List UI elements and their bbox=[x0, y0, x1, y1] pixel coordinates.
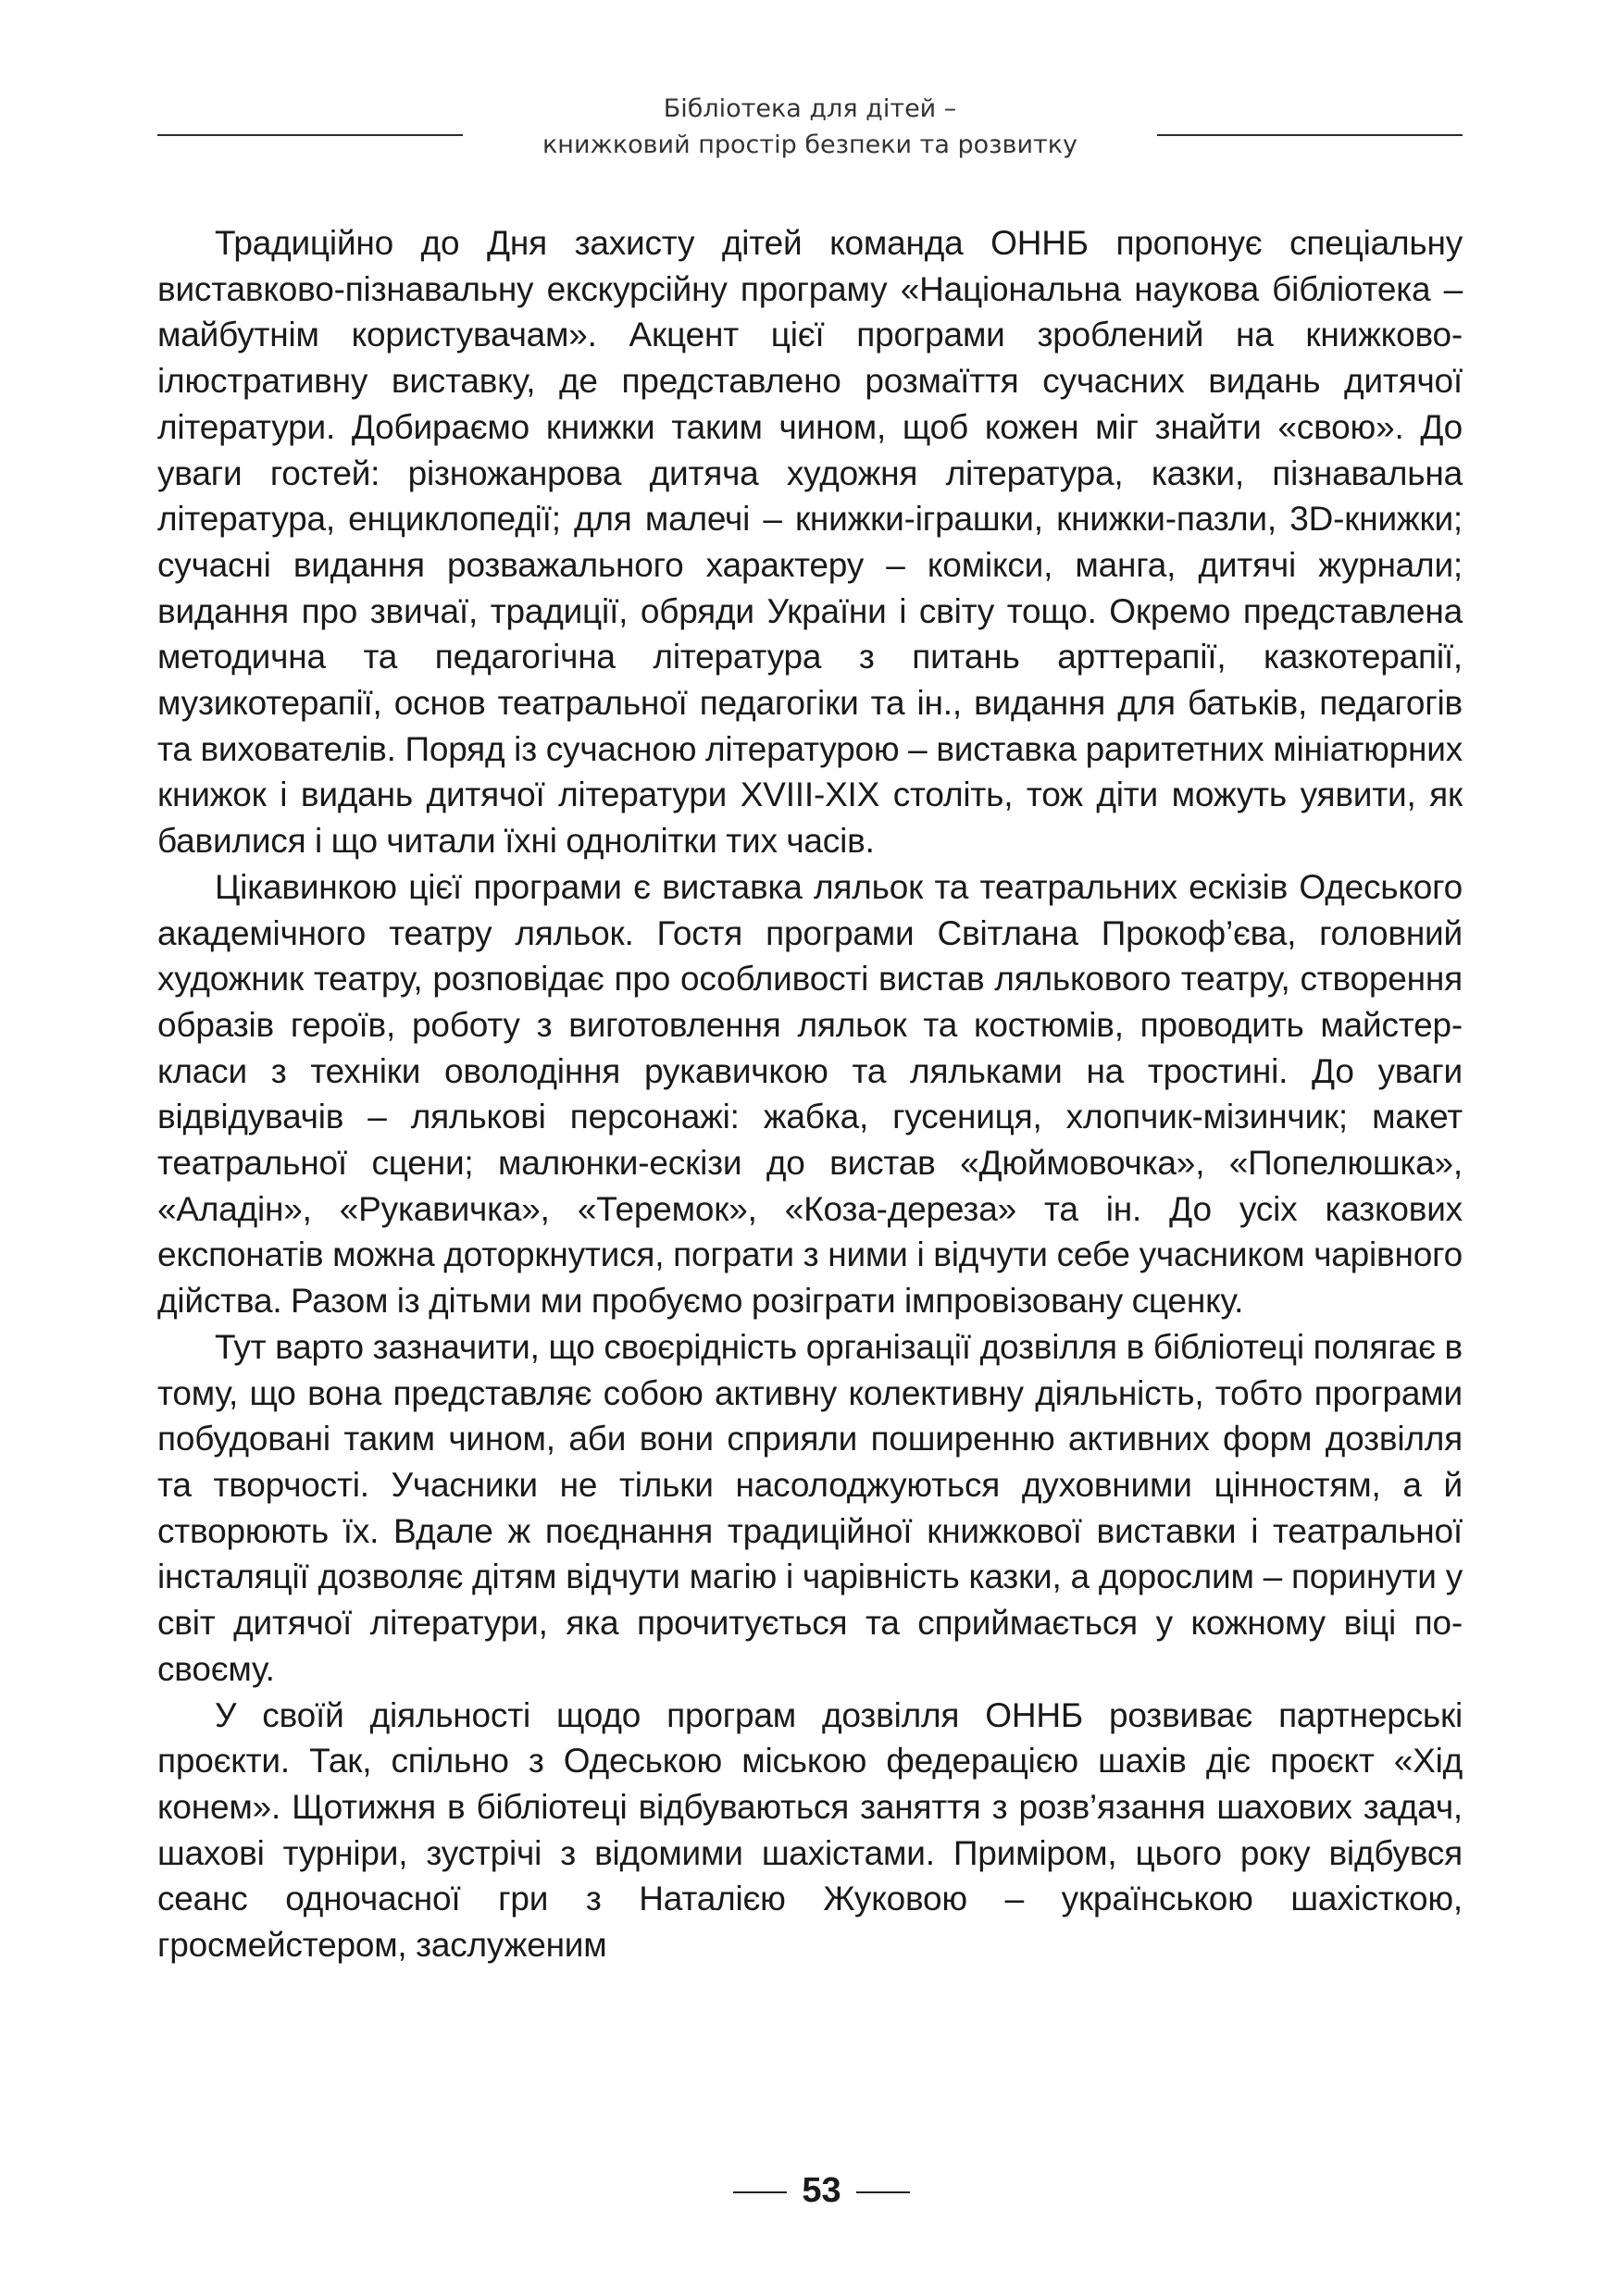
paragraph-3: Тут варто зазначити, що своєрідність організації дозвілля в бібліотеці полягає в тому, що вона представляє собою активну колективну діяльність, тобто програми побудовані таким чином, аби вони сприяли поширенню активних форм дозвілля та творчості. Учасники не тільки насолоджуються духовними цінностям, а й створюють їх. Вдале ж поєднання традиційної книжкової виставки і театральної інсталяції дозволяє дітям відчути магію і чарівність казки, а дорослим – поринути у світ дитячої літератури, яка прочитується та сприймається у кожному віці по-своєму. bbox=[157, 1327, 1463, 1688]
paragraph-2: Цікавинкою цієї програми є виставка ляльок та театральних ескізів Одеського академічного театру ляльок. Гостя програми Світлана Прокоф’єва, головний художник театру, розповідає про особливості вистав лялькового театру, створення образів героїв, роботу з виготовлення ляльок та костюмів, проводить майстер-класи з техніки оволодіння рукавичкою та ляльками на тростині. До уваги відвідувачів – лялькові персонажі: жабка, гусениця, хлопчик-мізинчик; макет театральної сцени; малюнки-ескізи до вистав «Дюймовочка», «Попелюшка», «Аладін», «Рукавичка», «Теремок», «Коза-дереза» та ін. До усіх казкових експонатів можна доторкнутися, пограти з ними і відчути себе учасником чарівного дійства. Разом із дітьми ми пробуємо розіграти імпровізовану сценку. bbox=[157, 867, 1463, 1321]
header-rule-right bbox=[1157, 134, 1463, 136]
running-title-line-1: Бібліотека для дітей – bbox=[663, 94, 957, 123]
paragraph-1: Традиційно до Дня захисту дітей команда ОННБ пропонує спеціальну виставково-пізнавальну екскурсійну програму «Національна наукова бібліотека – майбутнім користувачам». Акцент цієї програми зроблений на книжково-ілюстративну виставку, де представлено розмаїття сучасних видань дитячої літератури. Добираємо книжки таким чином, щоб кожен міг знайти «свою». До уваги гостей: різножанрова дитяча художня література, казки, пізнавальна література, енциклопедії; для малечі – книжки-іграшки, книжки-пазли, 3D-книжки; сучасні видання розважального характеру – комікси, манга, дитячі журнали; видання про звичаї, традиції, обряди України і світу тощо. Окремо представлена методична та педагогічна література з питань арттерапії, казкотерапії, музикотерапії, основ театральної педагогіки та ін., видання для батьків, педагогів та вихователів. Поряд із сучасною літературою – виставка раритетних мініатюрних книжок і видань дитячої літератури XVIII-XIX століть, тож діти можуть уявити, як бавилися і що читали їхні однолітки тих часів. bbox=[157, 224, 1463, 861]
body-text bbox=[157, 220, 1463, 1968]
footer-rule-left bbox=[733, 2191, 787, 2193]
footer-rule-right bbox=[856, 2191, 910, 2193]
page-footer bbox=[0, 2164, 1619, 2219]
running-title bbox=[463, 91, 1157, 163]
paragraph-4: У своїй діяльності щодо програм дозвілля ОННБ розвиває партнерські проєкти. Так, спільно з Одеською міською федерацією шахів діє проєкт «Хід конем». Щотижня в бібліотеці відбуваються заняття з розв’язання шахових задач, шахові турніри, зустрічі з відомими шахістами. Приміром, цього року відбувся сеанс одночасної гри з Наталією Жуковою – українською шахісткою, гросмейстером, заслуженим bbox=[157, 1695, 1463, 1965]
running-title-line-2: книжковий простір безпеки та розвитку bbox=[542, 130, 1078, 159]
page-number: 53 bbox=[802, 2171, 841, 2210]
header-rule-left bbox=[157, 134, 463, 136]
running-header bbox=[157, 91, 1463, 165]
